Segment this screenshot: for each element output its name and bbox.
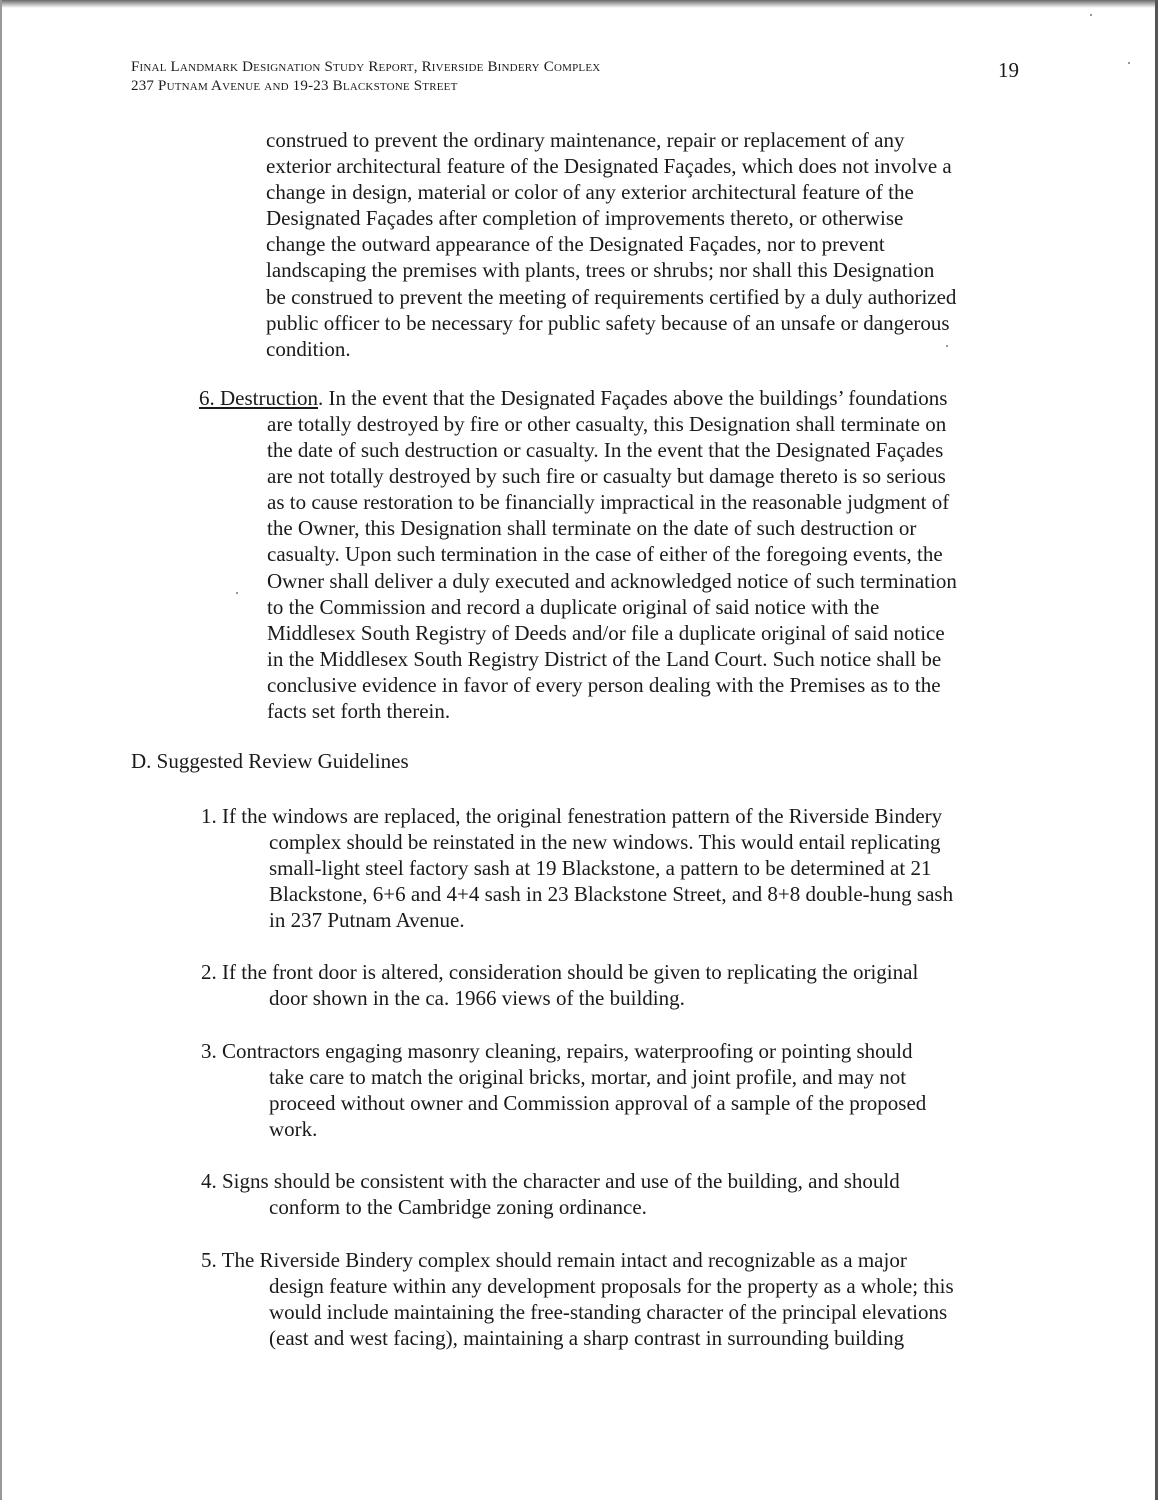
guideline-1-first-line [201, 803, 942, 829]
header-title: Final Landmark Designation Study Report, Riverside Bindery Complex [131, 59, 601, 75]
header-address: 237 Putnam Avenue and 19-23 Blackstone Street [131, 78, 458, 94]
destruction-paragraph [199, 385, 947, 411]
text-line: Middlesex South Registry of Deeds and/or file a duplicate original of said notice [267, 620, 945, 645]
text-line: 5. The Riverside Bindery complex should remain intact and recognizable as a major [201, 1248, 907, 1272]
scan-speck [1090, 14, 1092, 16]
text-line: Owner shall deliver a duly executed and acknowledged notice of such termination [267, 568, 957, 593]
text-line: change in design, material or color of any exterior architectural feature of the [266, 180, 914, 205]
text-line: door shown in the ca. 1966 views of the building. [269, 986, 685, 1010]
guideline-1-body [269, 829, 953, 933]
text-line: conform to the Cambridge zoning ordinance. [269, 1195, 647, 1219]
text-line: 2. If the front door is altered, consideration should be given to replicating the original [201, 960, 919, 984]
text-line: complex should be reinstated in the new windows. This would entail replicating [269, 830, 941, 854]
text-line: condition. [266, 336, 351, 361]
scan-edge-top [0, 0, 1158, 8]
guideline-4-body [269, 1194, 647, 1220]
page-number: 19 [998, 58, 1019, 82]
guideline-2-first-line [201, 959, 918, 985]
section-heading: D. Suggested Review Guidelines [131, 749, 409, 773]
guideline-3-first-line [201, 1038, 913, 1064]
destruction-body [267, 411, 957, 724]
text-line: be construed to prevent the meeting of requirements certified by a duly authorized [266, 284, 957, 309]
guideline-5-first-line [201, 1247, 907, 1273]
text-line: in the Middlesex South Registry District of the Land Court. Such notice shall be [267, 646, 942, 671]
text-line: conclusive evidence in favor of every person dealing with the Premises as to the [267, 672, 941, 697]
text-line: 1. If the windows are replaced, the original fenestration pattern of the Riverside Bindery [201, 804, 943, 828]
text-line: the date of such destruction or casualty. In the event that the Designated Façades [267, 438, 944, 463]
destruction-first-line [199, 385, 947, 411]
text-line: take care to match the original bricks, mortar, and joint profile, and may not [269, 1065, 907, 1089]
text-line: exterior architectural feature of the Designated Façades, which does not involve a [266, 154, 952, 179]
text-line: would include maintaining the free-standing character of the principal elevations [269, 1300, 948, 1325]
guideline-2-body [269, 985, 685, 1011]
destruction-label: 6. Destruction [199, 386, 318, 410]
text-line: the Owner, this Designation shall terminate on the date of such destruction or [267, 516, 917, 541]
text-line: construed to prevent the ordinary maintenance, repair or replacement of any [266, 128, 905, 152]
text-line: small-light steel factory sash at 19 Blackstone, a pattern to be determined at 21 [269, 856, 932, 881]
text-line: Blackstone, 6+6 and 4+4 sash in 23 Blackstone Street, and 8+8 double-hung sash [269, 882, 954, 907]
text-line: facts set forth therein. [267, 699, 451, 724]
text-line: as to cause restoration to be financially impractical in the reasonable judgment of [267, 490, 950, 515]
text-line: (east and west facing), maintaining a sharp contrast in surrounding building [269, 1326, 905, 1351]
guideline-3-body [269, 1064, 926, 1142]
text-line: public officer to be necessary for public safety because of an unsafe or dangerous [266, 310, 950, 335]
guideline-5-body [269, 1273, 954, 1351]
text-line: landscaping the premises with plants, trees or shrubs; nor shall this Designation [266, 258, 935, 283]
text-fragment: . In the event that the Designated Façades above the buildings’ foundations [317, 386, 948, 410]
running-header [131, 58, 600, 96]
text-line: in 237 Putnam Avenue. [269, 908, 465, 933]
text-line: change the outward appearance of the Designated Façades, nor to prevent [266, 232, 885, 257]
text-line: are totally destroyed by fire or other casualty, this Designation shall terminate on [267, 412, 947, 436]
scan-speck [236, 592, 238, 594]
text-line: casualty. Upon such termination in the case of either of the foregoing events, the [267, 542, 943, 567]
text-line: work. [269, 1117, 318, 1142]
guideline-4-first-line [201, 1168, 900, 1194]
text-line: Designated Façades after completion of improvements thereto, or otherwise [266, 206, 904, 231]
scan-edge-left [0, 0, 2, 1500]
text-line: to the Commission and record a duplicate original of said notice with the [267, 594, 880, 619]
text-line: 3. Contractors engaging masonry cleaning, repairs, waterproofing or pointing should [201, 1039, 913, 1063]
scan-speck [1128, 62, 1130, 64]
text-line: are not totally destroyed by such fire or casualty but damage thereto is so serious [267, 464, 946, 489]
text-line: design feature within any development proposals for the property as a whole; this [269, 1274, 954, 1298]
continuation-paragraph [266, 127, 956, 362]
text-line: 4. Signs should be consistent with the character and use of the building, and should [201, 1169, 900, 1193]
text-line: proceed without owner and Commission approval of a sample of the proposed [269, 1091, 927, 1116]
